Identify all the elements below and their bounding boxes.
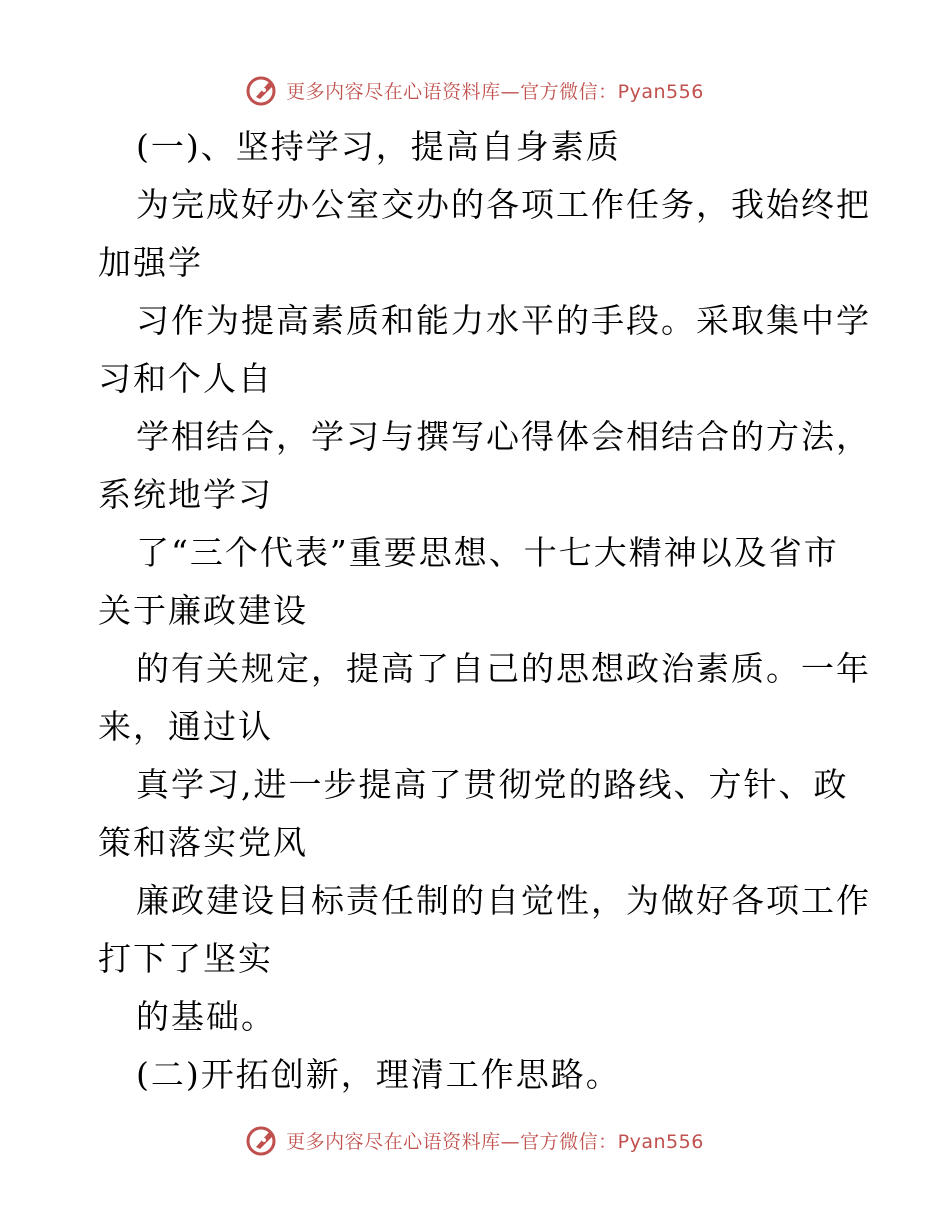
text-line: 关于廉政建设 xyxy=(98,591,308,630)
text-line: 打下了坚实 xyxy=(98,939,273,978)
pen-nib-logo-icon xyxy=(246,73,280,107)
watermark-header xyxy=(0,70,950,110)
text-line: 学相结合，学习与撰写心得体会相结合的方法， xyxy=(136,417,871,456)
text-line: 习作为提高素质和能力水平的手段。采取集中学 xyxy=(136,301,871,340)
text-line: 为完成好办公室交办的各项工作任务，我始终把 xyxy=(136,185,871,224)
text-line: 来，通过认 xyxy=(98,707,273,746)
text-line: 廉政建设目标责任制的自觉性，为做好各项工作 xyxy=(136,881,871,920)
document-body xyxy=(98,118,871,1104)
text-line: 了“三个代表”重要思想、十七大精神以及省市 xyxy=(136,533,839,572)
text-line: 真学习,进一步提高了贯彻党的路线、方针、政 xyxy=(136,765,849,804)
text-line: (一)、坚持学习，提高自身素质 xyxy=(136,127,621,166)
pen-nib-logo-icon xyxy=(246,1123,280,1157)
watermark-header-text: 更多内容尽在心语资料库—官方微信：Pyan556 xyxy=(286,80,704,103)
text-line: 的有关规定，提高了自己的思想政治素质。一年 xyxy=(136,649,871,688)
text-line: (二)开拓创新，理清工作思路。 xyxy=(136,1055,621,1094)
watermark-footer-text: 更多内容尽在心语资料库—官方微信：Pyan556 xyxy=(286,1130,704,1153)
text-line: 系统地学习 xyxy=(98,475,273,514)
text-line: 习和个人自 xyxy=(98,359,273,398)
watermark-footer xyxy=(0,1120,950,1160)
text-line: 策和落实党风 xyxy=(98,823,308,862)
text-line: 的基础。 xyxy=(136,997,276,1036)
text-line: 加强学 xyxy=(98,243,203,282)
